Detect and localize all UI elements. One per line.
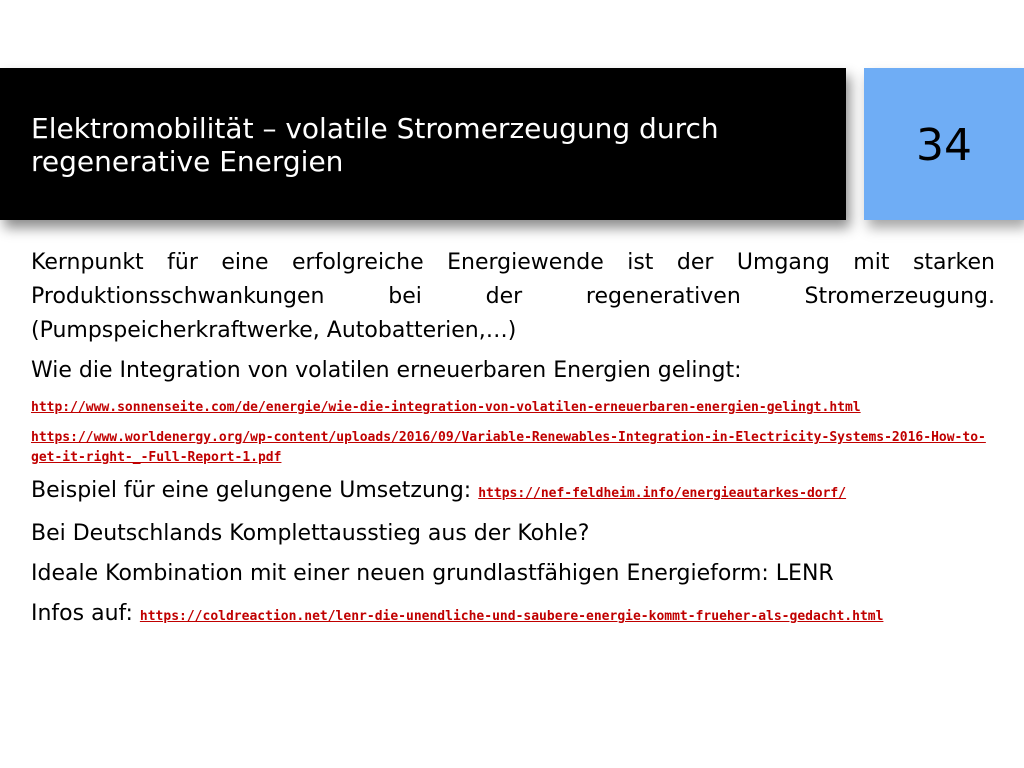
paragraph-infos <box>31 597 995 634</box>
page-number: 34 <box>916 120 972 171</box>
link-sonnenseite[interactable]: http://www.sonnenseite.com/de/energie/wie-die-integration-von-volatilen-erneuerbaren-energien-gelingt.html <box>31 400 861 415</box>
link-worldenergy[interactable]: https://www.worldenergy.org/wp-content/uploads/2016/09/Variable-Renewables-Integration-in-Electricity-Systems-2016-How-to-get-it-right-_-Full-Report-1.pdf <box>31 430 986 465</box>
link-worldenergy-line <box>31 428 995 468</box>
link-coldreaction[interactable]: https://coldreaction.net/lenr-die-unendliche-und-saubere-energie-kommt-frueher-als-gedacht.html <box>139 609 884 624</box>
paragraph-lenr: Ideale Kombination mit einer neuen grundlastfähigen Energieform: LENR <box>31 561 834 586</box>
beispiel-text: Beispiel für eine gelungene Umsetzung: <box>31 478 472 503</box>
paragraph-kernpunkt: Kernpunkt für eine erfolgreiche Energiewende ist der Umgang mit starken Produktionsschwankungen bei der regenerativen Stromerzeugung. (Pumpspeicherkraftwerke, Autobatterien,…) <box>31 250 995 343</box>
link-sonnenseite-line <box>31 398 995 418</box>
paragraph-integration: Wie die Integration von volatilen erneuerbaren Energien gelingt: <box>31 358 742 383</box>
slide-title: Elektromobilität – volatile Stromerzeugung durch regenerative Energien <box>31 112 719 178</box>
link-feldheim[interactable]: https://nef-feldheim.info/energieautarkes-dorf/ <box>478 486 847 501</box>
paragraph-kohle: Bei Deutschlands Komplettausstieg aus der Kohle? <box>31 521 590 546</box>
infos-text: Infos auf: <box>31 601 133 626</box>
slide-body <box>31 246 995 634</box>
paragraph-beispiel <box>31 474 995 511</box>
